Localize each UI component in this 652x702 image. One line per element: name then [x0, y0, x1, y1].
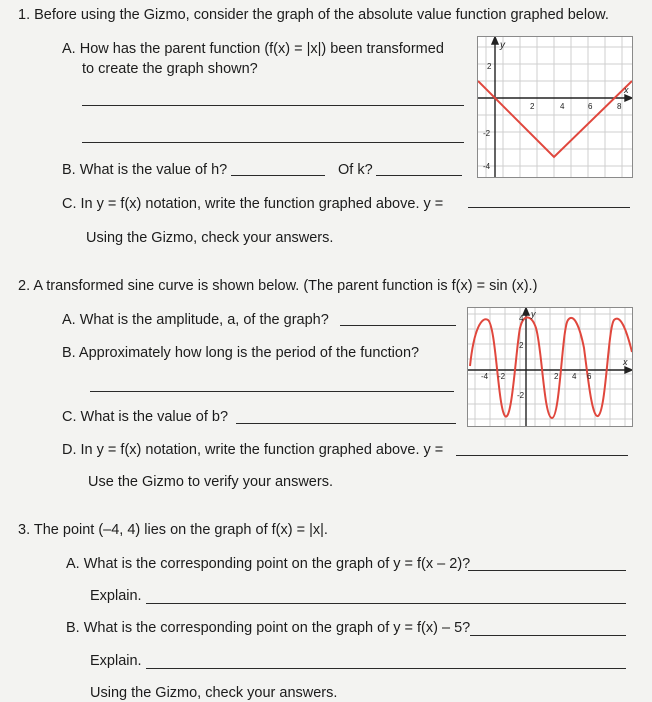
q1-b-k-answer-line[interactable]	[376, 175, 462, 176]
q3-part-a: A. What is the corresponding point on the graph of y = f(x – 2)?	[66, 556, 471, 572]
q2-verify: Use the Gizmo to verify your answers.	[88, 474, 333, 490]
q2-part-c: C. What is the value of b?	[62, 409, 229, 425]
q1-c-answer-line[interactable]	[468, 207, 630, 208]
q2-xtick: -4	[481, 372, 489, 381]
q1-xtick: 4	[560, 102, 565, 111]
q3-check: Using the Gizmo, check your answers.	[90, 685, 338, 701]
q3-b-explain-label: Explain.	[90, 653, 142, 669]
q2-sine-graph	[467, 307, 633, 427]
q1-a-answer-line-1[interactable]	[82, 105, 464, 106]
q3-stem: 3. The point (–4, 4) lies on the graph of f(x) = |x|.	[18, 522, 328, 538]
q3-b-answer-line[interactable]	[470, 635, 626, 636]
q2-sine-curve	[470, 317, 632, 418]
q2-xtick: -2	[498, 372, 506, 381]
q2-b-answer-line[interactable]	[90, 391, 454, 392]
q1-part-b-k: Of k?	[338, 162, 373, 178]
q1-ytick: -2	[483, 129, 491, 138]
q1-absolute-value-graph	[477, 36, 633, 178]
q2-ytick: 2	[519, 341, 524, 350]
q2-y-label: y	[531, 309, 536, 319]
q2-xtick: 2	[554, 372, 559, 381]
q2-ytick: -2	[517, 391, 525, 400]
q1-y-label: y	[500, 40, 505, 51]
q1-part-b-h: B. What is the value of h?	[62, 162, 228, 178]
q3-part-b: B. What is the corresponding point on the graph of y = f(x) – 5?	[66, 620, 471, 636]
q2-stem: 2. A transformed sine curve is shown below. (The parent function is f(x) = sin (x).)	[18, 278, 538, 294]
q2-xtick: 4	[572, 372, 577, 381]
q1-x-label: x	[624, 85, 629, 95]
q1-part-a: A. How has the parent function (f(x) = |x|) been transformed	[62, 41, 444, 57]
q1-xtick: 8	[617, 102, 622, 111]
q1-stem: 1. Before using the Gizmo, consider the graph of the absolute value function graphed below.	[18, 7, 609, 23]
q2-d-answer-line[interactable]	[456, 455, 628, 456]
q3-a-explain-line[interactable]	[146, 603, 626, 604]
q2-part-a: A. What is the amplitude, a, of the graph?	[62, 312, 329, 328]
q2-a-answer-line[interactable]	[340, 325, 456, 326]
q3-b-explain-line[interactable]	[146, 668, 626, 669]
q2-c-answer-line[interactable]	[236, 423, 456, 424]
q1-part-a-cont: to create the graph shown?	[82, 61, 258, 77]
q2-part-d: D. In y = f(x) notation, write the function graphed above. y =	[62, 442, 444, 458]
q3-a-answer-line[interactable]	[468, 570, 626, 571]
q1-ytick: -4	[483, 162, 491, 171]
q2-ytick: 4	[519, 314, 524, 323]
q1-b-h-answer-line[interactable]	[231, 175, 325, 176]
q2-x-label: x	[623, 357, 628, 367]
q1-a-answer-line-2[interactable]	[82, 142, 464, 143]
q2-xtick: 6	[587, 372, 592, 381]
q1-xtick: 2	[530, 102, 535, 111]
q1-part-c: C. In y = f(x) notation, write the function graphed above. y =	[62, 196, 444, 212]
q1-absolute-value-curve	[478, 81, 632, 157]
q1-xtick: 6	[588, 102, 593, 111]
q1-check: Using the Gizmo, check your answers.	[86, 230, 334, 246]
q3-a-explain-label: Explain.	[90, 588, 142, 604]
q1-ytick: 2	[487, 62, 492, 71]
q2-part-b: B. Approximately how long is the period of the function?	[62, 345, 420, 361]
